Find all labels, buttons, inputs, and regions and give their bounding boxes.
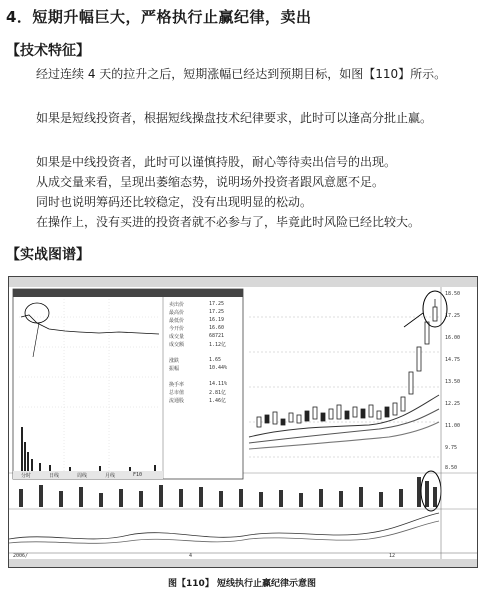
quote-label-6: 涨跌 [169,358,180,364]
time-tick-2: 12 [389,553,396,559]
technical-features-heading: 【技术特征】 [6,43,90,59]
quote-value-3: 16.60 [209,325,225,331]
quote-label-2: 最低价 [169,318,185,324]
kline-figure [9,277,477,567]
time-tick-1: 4 [189,553,193,559]
paragraph-2: 如果是短线投资者，根据短线操盘技术纪律要求，此时可以逢高分批止赢。 [36,111,433,125]
quote-label-5: 成交额 [169,342,185,348]
quote-value-5: 1.12亿 [209,342,227,348]
tab-monthly[interactable]: 月线 [105,473,116,479]
price-tick-8: 8.50 [445,465,458,471]
price-tick-6: 11.00 [445,423,461,429]
peak-annotation-arrow [404,313,423,327]
quote-label-8: 换手率 [169,382,185,388]
paragraph-6: 在操作上，没有买进的投资者就不必参与了，毕竟此时风险已经比较大。 [36,215,421,229]
quote-value-7: 10.44% [209,365,228,371]
quote-value-8: 14.11% [209,381,228,387]
chart-section-heading: 【实战图谱】 [6,247,90,263]
price-tick-1: 17.25 [445,313,461,319]
price-tick-0: 18.50 [445,291,461,297]
quote-value-9: 2.81亿 [209,390,227,396]
section-heading: 4．短期升幅巨大，严格执行止赢纪律，卖出 [6,8,312,26]
time-tick-0: 2006/ [13,553,29,559]
volume-annotation-circle [421,471,441,511]
tab-f10[interactable]: F10 [133,472,143,478]
price-tick-2: 16.00 [445,335,461,341]
quote-label-3: 今开价 [169,326,185,332]
tab-intraday[interactable]: 分时 [21,473,32,479]
tab-weekly[interactable]: 周线 [77,473,88,479]
figure-caption: 图【110】 短线执行止赢纪律示意图 [168,579,316,589]
quote-label-1: 最高价 [169,310,185,316]
paragraph-4: 从成交量来看，呈现出萎缩态势，说明场外投资者跟风意愿不足。 [36,175,385,189]
status-bar [9,559,477,567]
paragraph-1: 经过连续 4 天的拉升之后，短期涨幅已经达到预期目标，如图【110】所示。 [36,67,447,81]
price-tick-5: 12.25 [445,401,461,407]
quote-label-4: 成交量 [169,334,185,340]
quote-label-9: 总市值 [169,390,185,396]
tab-daily[interactable]: 日线 [49,473,60,479]
price-tick-3: 14.75 [445,357,461,363]
quote-value-4: 68721 [209,333,225,339]
quote-value-6: 1.65 [209,357,222,363]
paragraph-3: 如果是中线投资者，此时可以谨慎持股，耐心等待卖出信号的出现。 [36,155,397,169]
volume-bars [19,477,437,507]
price-tick-4: 13.50 [445,379,461,385]
quote-value-2: 16.19 [209,317,225,323]
stock-chart-screenshot [8,276,478,568]
quote-label-10: 流通股 [169,398,185,404]
quote-value-10: 1.46亿 [209,398,227,404]
price-tick-7: 9.75 [445,445,458,451]
indicator-line-1 [9,513,439,539]
paragraph-5: 同时也说明筹码还比较稳定，没有出现明显的松动。 [36,195,313,209]
candlesticks [257,299,437,427]
quote-label-0: 卖出价 [169,302,185,308]
quote-label-7: 振幅 [169,366,180,372]
chart-title-bar [9,277,477,287]
intraday-popup-titlebar [13,289,243,297]
quote-value-1: 17.25 [209,309,225,315]
quote-value-0: 17.25 [209,301,225,307]
ma-line-1 [249,395,439,437]
